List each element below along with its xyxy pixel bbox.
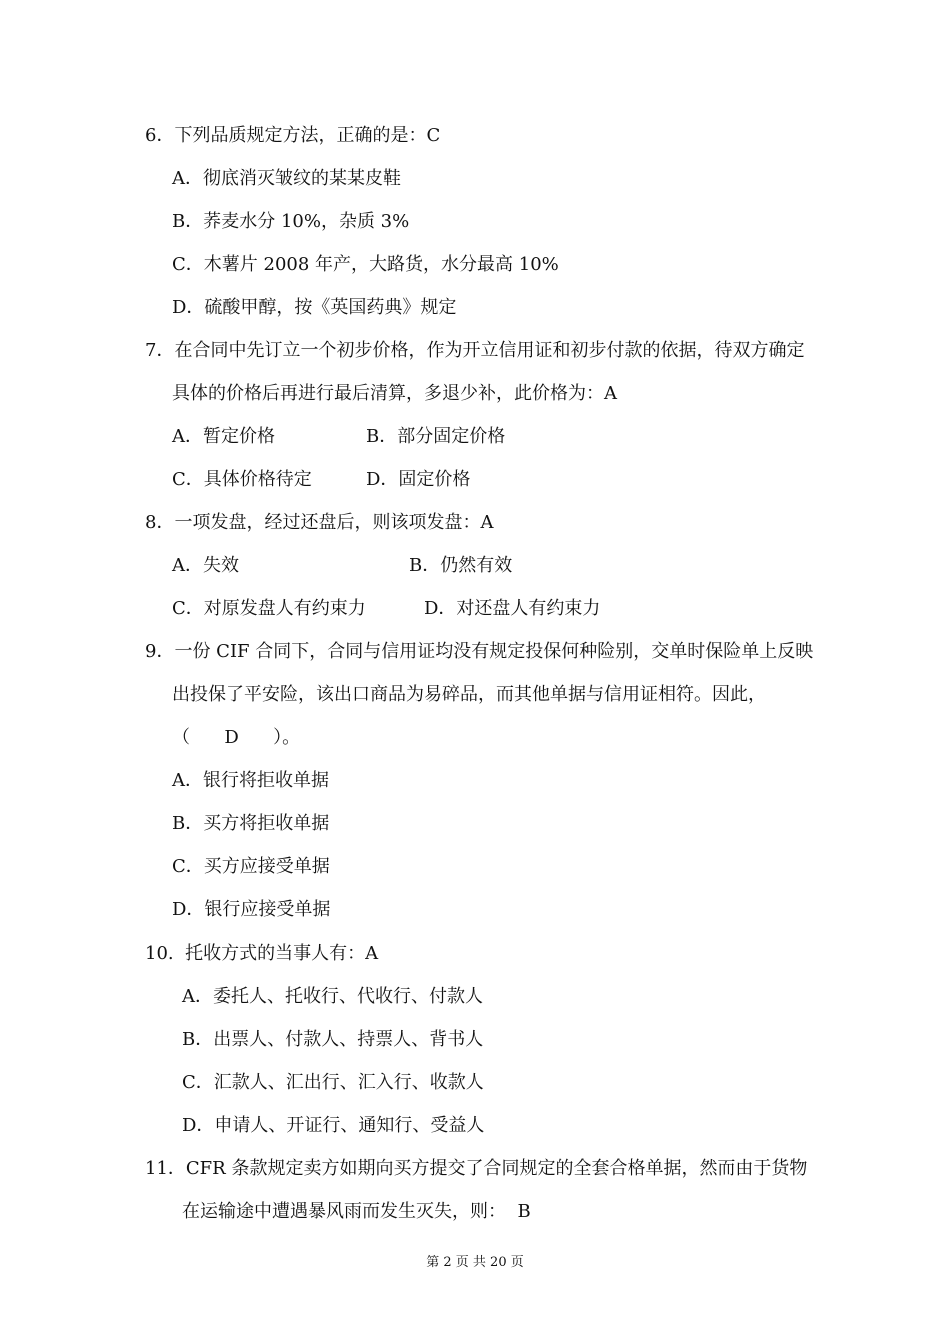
question-9-option-d: D．银行应接受单据 <box>172 899 331 920</box>
question-7-option-a: A．暂定价格 <box>172 426 275 447</box>
question-6-option-c: C．木薯片 2008 年产，大路货，水分最高 10% <box>172 254 559 275</box>
question-8-option-d: D．对还盘人有约束力 <box>424 598 601 619</box>
question-11-stem-line-2: 在运输途中遭遇暴风雨而发生灭失，则： B <box>182 1201 531 1222</box>
question-6-stem: 6．下列品质规定方法，正确的是：C <box>145 125 441 146</box>
question-7-stem-line-1: 7．在合同中先订立一个初步价格，作为开立信用证和初步付款的依据，待双方确定 <box>145 340 805 361</box>
question-7-stem-line-2: 具体的价格后再进行最后清算，多退少补，此价格为：A <box>172 383 617 404</box>
question-7-option-d: D．固定价格 <box>366 469 471 490</box>
question-10-option-d: D．申请人、开证行、通知行、受益人 <box>182 1115 485 1136</box>
question-11-stem-line-1: 11．CFR 条款规定卖方如期向买方提交了合同规定的全套合格单据，然而由于货物 <box>145 1158 808 1179</box>
question-8-option-b: B．仍然有效 <box>409 555 513 576</box>
page-number-footer: 第 2 页 共 20 页 <box>426 1255 524 1270</box>
question-8-option-a: A．失效 <box>172 555 239 576</box>
question-10-option-c: C．汇款人、汇出行、汇入行、收款人 <box>182 1072 484 1093</box>
question-9-option-a: A．银行将拒收单据 <box>172 770 329 791</box>
question-6-option-a: A．彻底消灭皱纹的某某皮鞋 <box>172 168 401 189</box>
question-10-stem: 10. 托收方式的当事人有：A <box>145 943 379 964</box>
question-9-stem-line-2: 出投保了平安险，该出口商品为易碎品，而其他单据与信用证相符。因此， <box>172 684 766 705</box>
question-9-option-b: B．买方将拒收单据 <box>172 813 330 834</box>
question-10-option-a: A．委托人、托收行、代收行、付款人 <box>182 986 483 1007</box>
question-7-option-c: C．具体价格待定 <box>172 469 312 490</box>
question-8-stem: 8．一项发盘，经过还盘后，则该项发盘：A <box>145 512 494 533</box>
question-6-option-d: D．硫酸甲醇，按《英国药典》规定 <box>172 297 457 318</box>
question-7-option-b: B．部分固定价格 <box>366 426 506 447</box>
question-8-option-c: C．对原发盘人有约束力 <box>172 598 366 619</box>
question-9-option-c: C．买方应接受单据 <box>172 856 330 877</box>
question-9-stem-line-3: （ D ）。 <box>172 727 301 748</box>
question-6-option-b: B．荞麦水分 10%，杂质 3% <box>172 211 410 232</box>
question-9-stem-line-1: 9．一份 CIF 合同下，合同与信用证均没有规定投保何种险别，交单时保险单上反映 <box>145 641 814 662</box>
question-10-option-b: B．出票人、付款人、持票人、背书人 <box>182 1029 484 1050</box>
